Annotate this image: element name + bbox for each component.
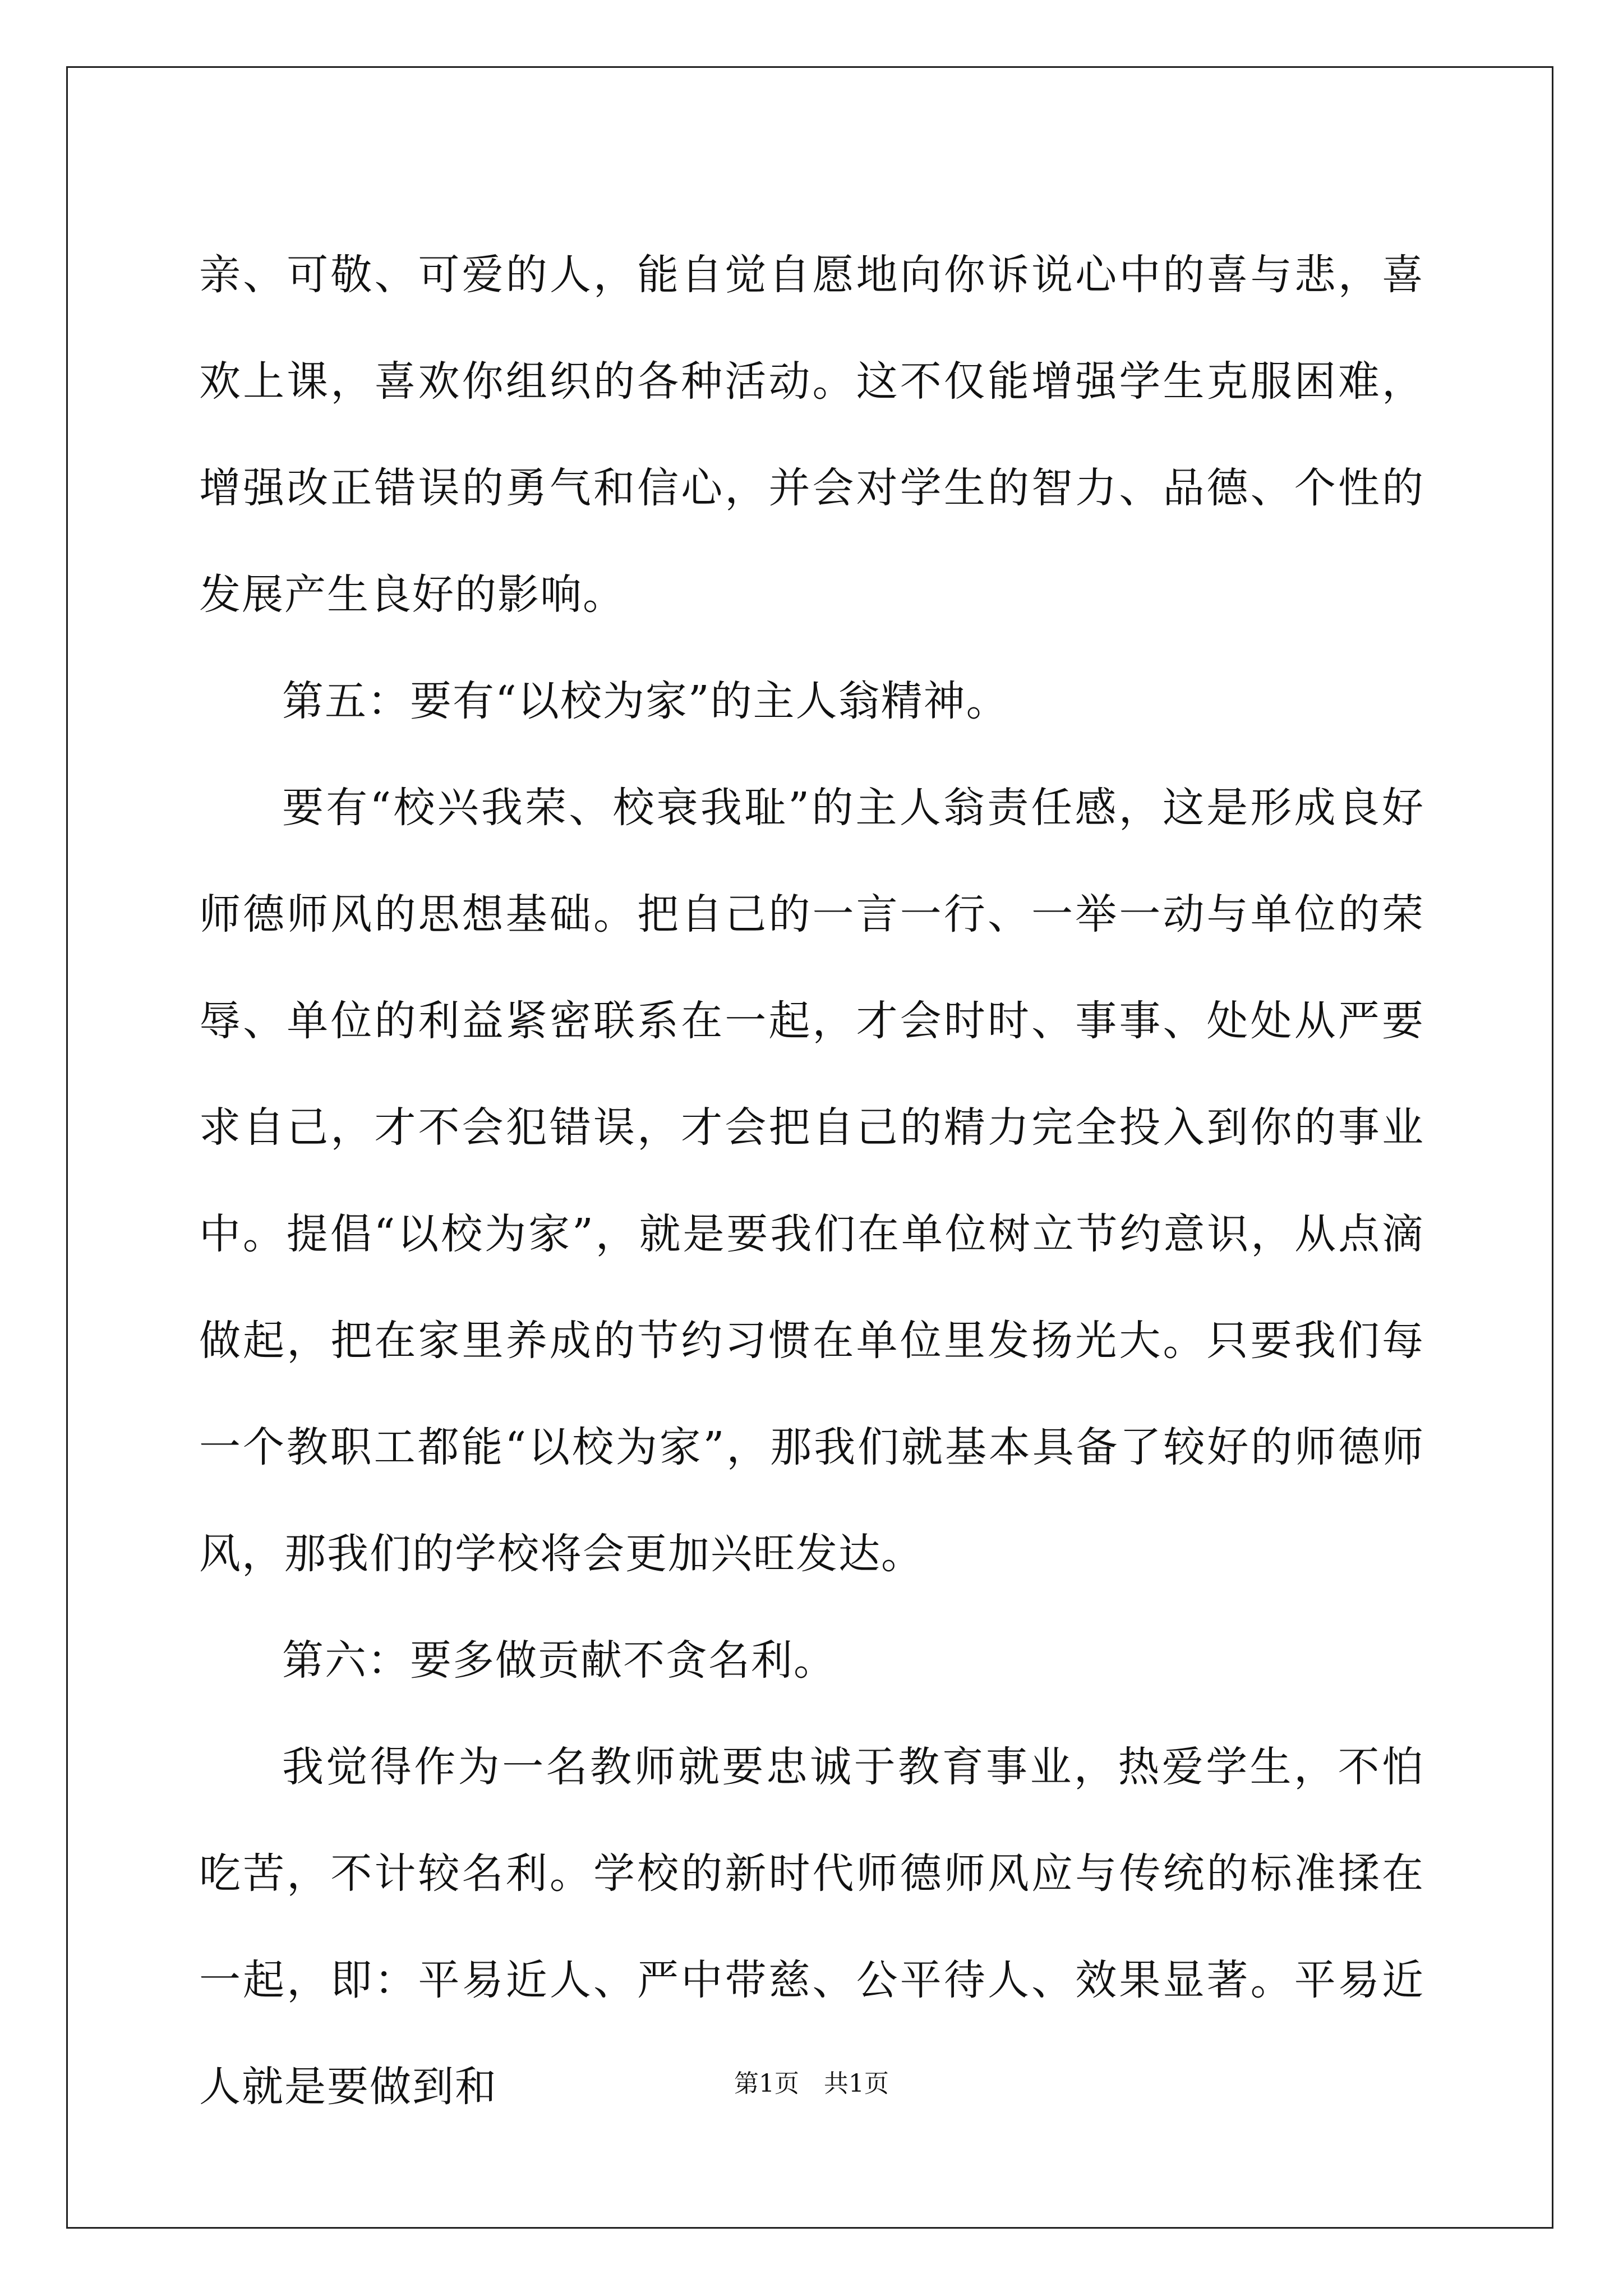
paragraph-school-as-home: 要有“校兴我荣、校衰我耻”的主人翁责任感，这是形成良好师德师风的思想基础。把自己的一言一行、一举一动与单位的荣辱、单位的利益紧密联系在一起，才会时时、事事、处处从严要求自己，才不会犯错误，才会把自己的精力完全投入到你的事业中。提倡“以校为家”，就是要我们在单位树立节约意识，从点滴做起，把在家里养成的节约习惯在单位里发扬光大。只要我们每一个教职工都能“以校为家”，那我们就基本具备了较好的师德师风，那我们的学校将会更加兴旺发达。 [199, 784, 1424, 1578]
paragraph-contribution: 我觉得作为一名教师就要忠诚于教育事业，热爱学生，不怕吃苦，不计较名利。学校的新时代师德师风应与传统的标准揉在一起，即：平易近人、严中带慈、公平待人、效果显著。平易近人就是要做到和 [199, 1743, 1424, 2111]
paragraph-continuation: 亲、可敬、可爱的人，能自觉自愿地向你诉说心中的喜与悲，喜欢上课，喜欢你组织的各种活动。这不仅能增强学生克服困难，增强改正错误的勇气和信心，并会对学生的智力、品德、个性的发展产生良好的影响。 [199, 251, 1424, 619]
document-body [199, 222, 1424, 2140]
section-heading-five: 第五：要有“以校为家”的主人翁精神。 [282, 677, 1009, 725]
page-number-footer: 第1页 共1页 [734, 2069, 889, 2098]
section-heading-six: 第六：要多做贡献不贪名利。 [282, 1636, 836, 1685]
